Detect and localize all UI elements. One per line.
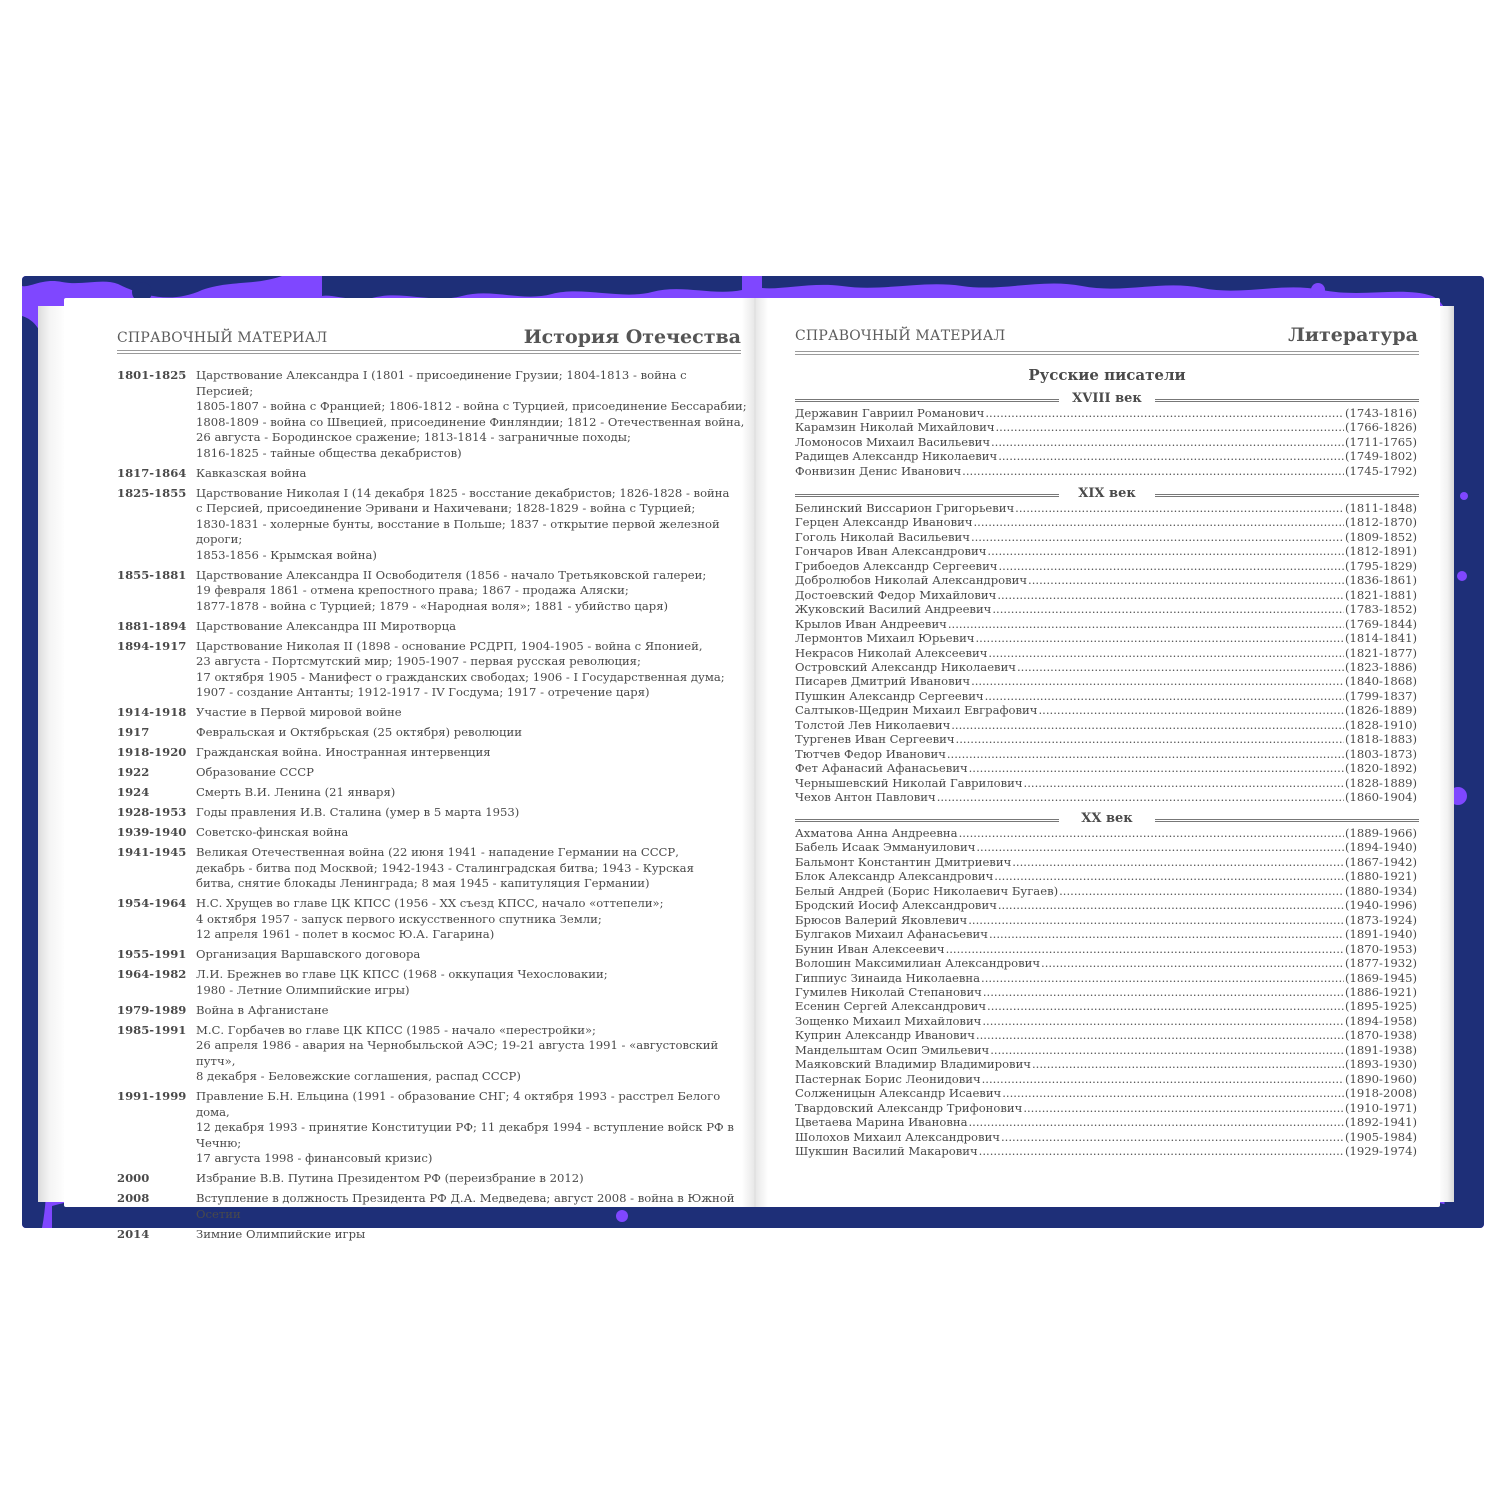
- history-event-row: [117, 619, 747, 635]
- event-year: 2014: [117, 1226, 150, 1241]
- dot-leader: [1002, 1086, 1344, 1100]
- writer-name: Гиппиус Зинаида Николаевна: [795, 970, 981, 985]
- dot-leader: [985, 689, 1344, 703]
- writer-name: Жуковский Василий Андреевич: [795, 602, 992, 617]
- writer-name: Чернышевский Николай Гаврилович: [795, 775, 1023, 790]
- left-page-title: История Отечества: [523, 326, 741, 348]
- writer-years: (1821-1877): [1345, 645, 1417, 660]
- writer-name: Белинский Виссарион Григорьевич: [795, 501, 1015, 515]
- dot-leader: [979, 1144, 1344, 1158]
- writer-years: (1867-1942): [1345, 854, 1417, 869]
- writer-years: (1820-1892): [1345, 761, 1417, 776]
- writer-name: Бунин Иван Алексеевич: [795, 941, 945, 956]
- writer-row: [795, 464, 1417, 478]
- writer-name: Ломоносов Михаил Васильевич: [795, 434, 990, 449]
- writers-list: [795, 406, 1417, 478]
- history-event-row: [117, 466, 747, 482]
- writer-name: Маяковский Владимир Владимирович: [795, 1057, 1031, 1072]
- writer-name: Бабель Исаак Эммануилович: [795, 840, 976, 855]
- writer-row: [795, 449, 1417, 463]
- writer-years: (1870-1953): [1345, 941, 1417, 956]
- history-event-row: [117, 947, 747, 963]
- writer-name: Фонвизин Денис Иванович: [795, 463, 962, 478]
- writer-row: [795, 530, 1417, 544]
- dot-leader: [985, 406, 1344, 420]
- writer-row: [795, 689, 1417, 703]
- writer-row: [795, 703, 1417, 717]
- writer-row: [795, 617, 1417, 631]
- writer-years: (1873-1924): [1345, 912, 1417, 927]
- writer-years: (1814-1841): [1345, 631, 1417, 646]
- writer-row: [795, 1014, 1417, 1028]
- history-event-row: [117, 1023, 747, 1085]
- dot-leader: [987, 999, 1344, 1013]
- writer-years: (1905-1984): [1345, 1129, 1417, 1144]
- dot-leader: [951, 718, 1344, 732]
- right-page-title: Литература: [1288, 324, 1418, 346]
- century-label: XVIII век: [1072, 391, 1142, 406]
- history-event-row: [117, 805, 747, 821]
- writer-row: [795, 761, 1417, 775]
- writer-name: Куприн Александр Иванович: [795, 1028, 975, 1043]
- right-header-rule: [795, 351, 1419, 355]
- event-description: Правление Б.Н. Ельцина (1991 - образование СНГ; 4 октября 1993 - расстрел Белого дома, 12 декабря 1993 - принятие Конституции РФ; 11 декабря 1994 - вступление войск РФ в Чечню; 17 августа 1998 - финансовый кризис): [196, 1089, 734, 1165]
- writer-years: (1893-1930): [1345, 1057, 1417, 1072]
- writer-row: [795, 999, 1417, 1013]
- dot-leader: [987, 544, 1344, 558]
- event-year: 1964-1982: [117, 967, 187, 981]
- event-description: Вступление в должность Президента РФ Д.А. Медведева; август 2008 - война в Южной Осетии: [196, 1191, 735, 1221]
- event-description: Советско-финская война: [196, 825, 349, 839]
- event-description: Царствование Николая I (14 декабря 1825 - восстание декабристов; 1826-1828 - война с Персией, присоединение Эривани и Нахичевани; 1828-1829 - война с Турцией; 1830-1831 - холерные бунты, восстание в Польше; 1837 - открытие первой железной дороги; 1853-1856 - Крымская война): [196, 485, 730, 562]
- history-event-row: [117, 1227, 747, 1243]
- writer-row: [795, 602, 1417, 616]
- dot-leader: [956, 732, 1344, 746]
- writer-row: [795, 1144, 1417, 1158]
- writer-name: Добролюбов Николай Александрович: [795, 573, 1028, 588]
- writer-row: [795, 1086, 1417, 1100]
- writer-years: (1818-1883): [1345, 732, 1417, 747]
- writer-row: [795, 1130, 1417, 1144]
- writer-name: Толстой Лев Николаевич: [795, 717, 951, 732]
- writer-name: Шолохов Михаил Александрович: [795, 1129, 1000, 1144]
- event-description: Зимние Олимпийские игры: [196, 1226, 366, 1241]
- writer-row: [795, 1043, 1417, 1057]
- event-year: 1881-1894: [117, 618, 187, 633]
- dot-leader: [948, 617, 1344, 631]
- dot-leader: [997, 588, 1344, 602]
- writer-years: (1823-1886): [1345, 659, 1417, 674]
- writer-row: [795, 559, 1417, 573]
- history-event-row: [117, 896, 747, 943]
- writer-row: [795, 1101, 1417, 1115]
- writer-years: (1826-1889): [1345, 703, 1417, 718]
- event-description: Организация Варшавского договора: [196, 947, 421, 961]
- writer-years: (1783-1852): [1345, 602, 1417, 617]
- dot-leader: [1028, 573, 1344, 587]
- dot-leader: [998, 449, 1344, 463]
- writer-name: Есенин Сергей Александрович: [795, 999, 987, 1014]
- event-year: 1991-1999: [117, 1089, 187, 1103]
- writer-name: Гумилев Николай Степанович: [795, 984, 982, 999]
- event-description: Годы правления И.В. Сталина (умер в 5 марта 1953): [196, 805, 520, 819]
- event-description: Кавказская война: [196, 465, 307, 480]
- writer-row: [795, 674, 1417, 688]
- writer-row: [795, 718, 1417, 732]
- writer-row: [795, 573, 1417, 587]
- writer-name: Герцен Александр Иванович: [795, 515, 973, 530]
- writer-years: (1743-1816): [1345, 406, 1417, 420]
- writer-years: (1929-1974): [1345, 1143, 1417, 1158]
- writer-name: Державин Гавриил Романович: [795, 406, 985, 420]
- writer-name: Фет Афанасий Афанасьевич: [795, 761, 968, 776]
- writer-row: [795, 420, 1417, 434]
- event-description: Гражданская война. Иностранная интервенция: [196, 745, 491, 759]
- dot-leader: [969, 1115, 1345, 1129]
- writer-row: [795, 869, 1417, 883]
- history-event-row: [117, 1003, 747, 1019]
- dot-leader: [962, 464, 1344, 478]
- dot-leader: [976, 840, 1344, 854]
- writer-row: [795, 776, 1417, 790]
- event-year: 1801-1825: [117, 368, 187, 382]
- event-description: М.С. Горбачев во главе ЦК КПСС (1985 - начало «перестройки»; 26 апреля 1986 - авария на Чернобыльской АЭС; 19-21 августа 1991 - «августовский путч», 8 декабря - Беловежские соглашения, распад СССР): [196, 1022, 719, 1083]
- writer-years: (1880-1921): [1345, 869, 1417, 884]
- writer-years: (1803-1873): [1345, 746, 1417, 761]
- writer-name: Островский Александр Николаевич: [795, 659, 1016, 674]
- history-event-row: [117, 765, 747, 781]
- history-event-row: [117, 368, 747, 461]
- writer-years: (1880-1934): [1345, 883, 1417, 898]
- writer-years: (1894-1958): [1345, 1013, 1417, 1028]
- writer-years: (1860-1904): [1345, 790, 1417, 805]
- right-section-label: СПРАВОЧНЫЙ МАТЕРИАЛ: [795, 328, 1006, 344]
- writer-years: (1749-1802): [1345, 449, 1417, 464]
- writer-row: [795, 956, 1417, 970]
- event-year: 2000: [117, 1171, 150, 1185]
- dot-leader: [946, 942, 1344, 956]
- event-description: Царствование Николая II (1898 - основание РСДРП, 1904-1905 - война с Японией, 23 августа - Портсмутский мир; 1905-1907 - первая русская революция; 17 октября 1905 - Манифест о гражданских свободах; 1906 - I Государственная дума; 1907 - создание Антанты; 1912-1917 - IV Госдума; 1917 - отречение царя): [196, 638, 725, 699]
- dot-leader: [1023, 1101, 1344, 1115]
- event-year: 1855-1881: [117, 567, 187, 582]
- dot-leader: [994, 869, 1344, 883]
- writer-name: Пушкин Александр Сергеевич: [795, 688, 984, 703]
- writer-name: Блок Александр Александрович: [795, 869, 994, 884]
- dot-leader: [990, 1043, 1344, 1057]
- event-year: 1941-1945: [117, 845, 187, 859]
- event-description: Избрание В.В. Путина Президентом РФ (переизбрание в 2012): [196, 1171, 584, 1185]
- history-event-row: [117, 785, 747, 801]
- writer-name: Бродский Иосиф Александрович: [795, 898, 997, 913]
- dot-leader: [992, 602, 1344, 616]
- dot-leader: [998, 898, 1344, 912]
- event-year: 1939-1940: [117, 825, 187, 839]
- event-year: 1914-1918: [117, 705, 187, 719]
- writer-years: (1870-1938): [1345, 1028, 1417, 1043]
- writer-years: (1828-1910): [1345, 717, 1417, 732]
- writers-heading: Русские писатели: [1028, 366, 1186, 384]
- writer-years: (1836-1861): [1345, 573, 1417, 588]
- writer-row: [795, 660, 1417, 674]
- event-description: Война в Афганистане: [196, 1002, 329, 1017]
- dot-leader: [969, 761, 1344, 775]
- event-description: Л.И. Брежнев во главе ЦК КПСС (1968 - оккупация Чехословакии; 1980 - Летние Олимпийские игры): [196, 967, 608, 997]
- writer-years: (1809-1852): [1345, 529, 1417, 544]
- writer-years: (1799-1837): [1345, 688, 1417, 703]
- writer-name: Грибоедов Александр Сергеевич: [795, 558, 998, 573]
- writer-row: [795, 1072, 1417, 1086]
- century-label: XIX век: [1078, 486, 1136, 501]
- dot-leader: [947, 747, 1344, 761]
- writer-years: (1889-1966): [1345, 826, 1417, 840]
- writer-row: [795, 840, 1417, 854]
- event-year: 1922: [117, 765, 150, 779]
- writer-row: [795, 1028, 1417, 1042]
- writer-name: Пастернак Борис Леонидович: [795, 1071, 981, 1086]
- event-year: 1817-1864: [117, 465, 187, 480]
- writer-years: (1811-1848): [1345, 501, 1417, 515]
- writer-row: [795, 515, 1417, 529]
- history-event-row: [117, 725, 747, 741]
- dot-leader: [975, 631, 1344, 645]
- event-year: 1825-1855: [117, 485, 187, 500]
- history-event-row: [117, 486, 747, 564]
- writer-years: (1745-1792): [1345, 463, 1417, 478]
- history-event-row: [117, 745, 747, 761]
- dot-leader: [982, 1072, 1344, 1086]
- writer-years: (1795-1829): [1345, 558, 1417, 573]
- history-event-row: [117, 825, 747, 841]
- event-description: Образование СССР: [196, 765, 314, 779]
- writer-years: (1812-1891): [1345, 544, 1417, 559]
- writer-name: Солженицын Александр Исаевич: [795, 1086, 1002, 1101]
- writer-row: [795, 501, 1417, 515]
- writer-row: [795, 406, 1417, 420]
- writer-name: Достоевский Федор Михайлович: [795, 587, 997, 602]
- writer-name: Чехов Антон Павлович: [795, 790, 936, 805]
- dot-leader: [1024, 776, 1344, 790]
- writer-row: [795, 927, 1417, 941]
- left-section-label: СПРАВОЧНЫЙ МАТЕРИАЛ: [117, 330, 328, 346]
- dot-leader: [989, 927, 1344, 941]
- event-description: Царствование Александра I (1801 - присоединение Грузии; 1804-1813 - война с Персией; 1805-1807 - война с Францией; 1806-1812 - война с Турцией, присоединение Бессарабии; 1808-1809 - война со Швецией, присоединение Финляндии; 1812 - Отечественная война, 26 августа - Бородинское сражение; 1813-1814 - заграничные походы; 1816-1825 - тайные общества декабристов): [196, 368, 747, 460]
- writer-row: [795, 790, 1417, 804]
- writer-row: [795, 1115, 1417, 1129]
- writer-row: [795, 544, 1417, 558]
- dot-leader: [1059, 884, 1344, 898]
- writer-name: Гончаров Иван Александрович: [795, 544, 987, 559]
- writers-list: [795, 826, 1417, 1158]
- dot-leader: [959, 826, 1344, 840]
- writer-row: [795, 631, 1417, 645]
- writer-row: [795, 826, 1417, 840]
- century-header: [795, 811, 1419, 827]
- writer-row: [795, 985, 1417, 999]
- writer-row: [795, 747, 1417, 761]
- writer-years: (1711-1765): [1345, 434, 1417, 449]
- writer-name: Тургенев Иван Сергеевич: [795, 732, 955, 747]
- event-description: Смерть В.И. Ленина (21 января): [196, 785, 396, 799]
- writer-row: [795, 942, 1417, 956]
- event-year: 1918-1920: [117, 745, 187, 759]
- writer-name: Радищев Александр Николаевич: [795, 449, 998, 464]
- dot-leader: [1001, 1130, 1344, 1144]
- writer-years: (1877-1932): [1345, 956, 1417, 971]
- writer-name: Гоголь Николай Васильевич: [795, 529, 970, 544]
- writer-years: (1910-1971): [1345, 1100, 1417, 1115]
- event-year: 1917: [117, 725, 150, 739]
- writer-years: (1769-1844): [1345, 616, 1417, 631]
- writer-years: (1891-1940): [1345, 927, 1417, 942]
- dot-leader: [1012, 855, 1344, 869]
- event-description: Н.С. Хрущев во главе ЦК КПСС (1956 - XX съезд КПСС, начало «оттепели»; 4 октября 1957 - запуск первого искусственного спутника Земли; 12 апреля 1961 - полет в космос Ю.А. Гагарина): [196, 896, 664, 941]
- writer-years: (1828-1889): [1345, 775, 1417, 790]
- dot-leader: [1041, 956, 1344, 970]
- writer-name: Белый Андрей (Борис Николаевич Бугаев): [795, 883, 1059, 898]
- history-events-list: [117, 368, 747, 1247]
- dot-leader: [981, 971, 1344, 985]
- writer-name: Шукшин Василий Макарович: [795, 1143, 978, 1158]
- writer-row: [795, 913, 1417, 927]
- writer-years: (1812-1870): [1345, 515, 1417, 530]
- writer-years: (1886-1921): [1345, 984, 1417, 999]
- event-description: Царствование Александра II Освободителя (1856 - начало Третьяковской галереи; 19 февраля 1861 - отмена крепостного права; 1867 - продажа Аляски; 1877-1878 - война с Турцией; 1879 - «Народная воля»; 1881 - убийство царя): [196, 567, 707, 613]
- history-event-row: [117, 967, 747, 998]
- writer-name: Волошин Максимилиан Александрович: [795, 956, 1041, 971]
- history-event-row: [117, 1089, 747, 1167]
- dot-leader: [937, 790, 1344, 804]
- writer-name: Крылов Иван Андреевич: [795, 616, 947, 631]
- writer-years: (1891-1938): [1345, 1042, 1417, 1057]
- writer-name: Салтыков-Щедрин Михаил Евграфович: [795, 703, 1038, 718]
- century-header: [795, 486, 1419, 502]
- writer-row: [795, 855, 1417, 869]
- history-event-row: [117, 1191, 747, 1222]
- history-event-row: [117, 639, 747, 701]
- writer-name: Бальмонт Константин Дмитриевич: [795, 854, 1012, 869]
- event-year: 1924: [117, 785, 150, 799]
- dot-leader: [968, 913, 1344, 927]
- dot-leader: [1038, 703, 1344, 717]
- writer-name: Булгаков Михаил Афанасьевич: [795, 927, 988, 942]
- event-description: Великая Отечественная война (22 июня 1941 - нападение Германии на СССР, декабрь - битва под Москвой; 1942-1943 - Сталинградская битва; 1943 - Курская битва, снятие блокады Ленинграда; 8 мая 1945 - капитуляция Германии): [196, 845, 694, 890]
- writer-name: Ахматова Анна Андреевна: [795, 826, 958, 840]
- writer-name: Цветаева Марина Ивановна: [795, 1115, 968, 1130]
- writer-name: Лермонтов Михаил Юрьевич: [795, 631, 975, 646]
- writer-years: (1940-1996): [1345, 898, 1417, 913]
- dot-leader: [971, 674, 1344, 688]
- writer-years: (1895-1925): [1345, 999, 1417, 1014]
- event-year: 1955-1991: [117, 947, 187, 961]
- writer-row: [795, 1057, 1417, 1071]
- dot-leader: [983, 985, 1344, 999]
- century-header: [795, 391, 1419, 407]
- history-event-row: [117, 845, 747, 892]
- writer-row: [795, 884, 1417, 898]
- dot-leader: [1017, 660, 1344, 674]
- history-event-row: [117, 1171, 747, 1187]
- writer-row: [795, 646, 1417, 660]
- dot-leader: [974, 515, 1345, 529]
- dot-leader: [1015, 501, 1344, 515]
- writer-years: (1766-1826): [1345, 420, 1417, 435]
- writer-years: (1821-1881): [1345, 587, 1417, 602]
- writer-years: (1918-2008): [1345, 1086, 1417, 1101]
- writer-name: Тютчев Федор Иванович: [795, 746, 946, 761]
- dot-leader: [982, 1014, 1344, 1028]
- event-year: 2008: [117, 1191, 150, 1205]
- right-page-edges: [1438, 306, 1454, 1202]
- writer-name: Твардовский Александр Трифонович: [795, 1100, 1023, 1115]
- writer-row: [795, 732, 1417, 746]
- writer-name: Зощенко Михаил Михайлович: [795, 1013, 982, 1028]
- event-description: Царствование Александра III Миротворца: [196, 618, 456, 633]
- writer-years: (1894-1940): [1345, 840, 1417, 855]
- writer-name: Писарев Дмитрий Иванович: [795, 674, 971, 689]
- writer-row: [795, 898, 1417, 912]
- left-page-edges: [38, 306, 66, 1202]
- dot-leader: [996, 420, 1345, 434]
- dot-leader: [976, 1028, 1344, 1042]
- dot-leader: [998, 559, 1344, 573]
- writer-row: [795, 971, 1417, 985]
- dot-leader: [988, 646, 1344, 660]
- writer-row: [795, 588, 1417, 602]
- writers-list: [795, 501, 1417, 805]
- history-event-row: [117, 705, 747, 721]
- writer-name: Некрасов Николай Алексеевич: [795, 645, 988, 660]
- writer-name: Брюсов Валерий Яковлевич: [795, 912, 968, 927]
- dot-leader: [971, 530, 1344, 544]
- writer-years: (1840-1868): [1345, 674, 1417, 689]
- dot-leader: [991, 435, 1344, 449]
- history-event-row: [117, 568, 747, 615]
- writer-name: Мандельштам Осип Эмильевич: [795, 1042, 990, 1057]
- writer-years: (1869-1945): [1345, 970, 1417, 985]
- event-description: Участие в Первой мировой войне: [196, 705, 402, 719]
- writer-name: Карамзин Николай Михайлович: [795, 420, 995, 435]
- left-header-rule: [117, 350, 741, 354]
- writer-years: (1890-1960): [1345, 1071, 1417, 1086]
- dot-leader: [1032, 1057, 1344, 1071]
- event-year: 1954-1964: [117, 896, 187, 910]
- event-year: 1894-1917: [117, 638, 187, 653]
- writer-row: [795, 435, 1417, 449]
- event-year: 1985-1991: [117, 1022, 187, 1037]
- event-description: Февральская и Октябрьская (25 октября) революции: [196, 725, 522, 739]
- event-year: 1979-1989: [117, 1002, 187, 1017]
- century-label: XX век: [1081, 811, 1133, 826]
- event-year: 1928-1953: [117, 805, 187, 819]
- writer-years: (1892-1941): [1345, 1115, 1417, 1130]
